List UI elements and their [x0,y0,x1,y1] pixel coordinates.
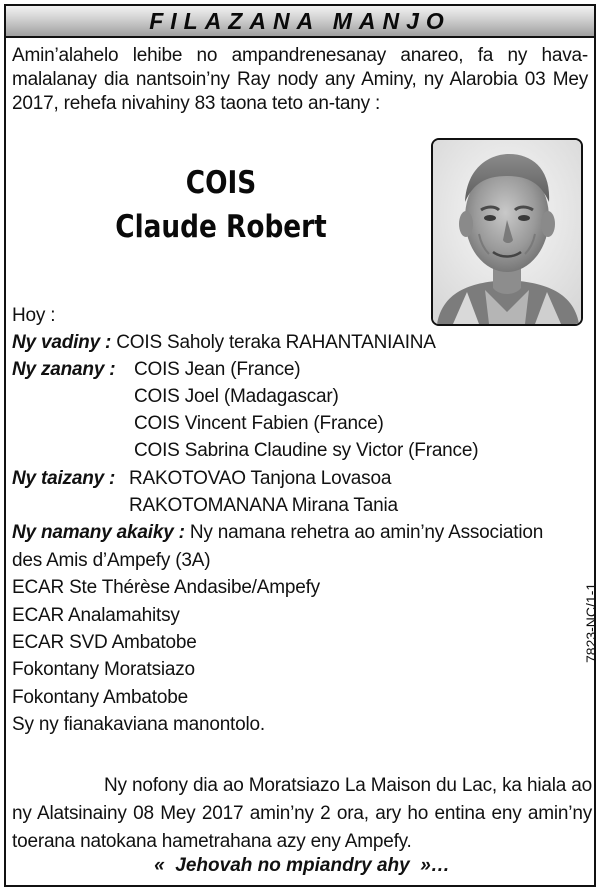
closing-text: Ny nofony dia ao Moratsiazo La Maison du Lac, ka hiala ao ny Alatsinainy 08 Mey 2017 amin’ny 2 ora, ary ho entina eny amin’ny toerana natokana hametrahana azy eny Ampefy. [12,775,592,852]
friends-item: ECAR SVD Ambatobe [12,632,197,653]
friends-line [12,521,543,545]
children-label: Ny zanany : [12,359,116,380]
widow-label: Ny vadiny : [12,332,112,353]
deceased-name [66,164,376,246]
obituary-notice [4,4,599,887]
intro-paragraph: Amin’alahelo lehibe no ampandrenesanay anareo, fa ny hava-malalanay dia nantsoin’ny Ray nody any Aminy, ny Alarobia 03 Mey 2017, rehefa nivahiny 83 taona teto an-tany : [12,45,588,114]
friends-label: Ny namany akaiky : [12,522,185,543]
friends-item: ECAR Analamahitsy [12,605,180,626]
friends-item: Sy ny fianakaviana manontolo. [12,714,265,735]
header-banner [6,6,594,38]
grandchildren-label: Ny taizany : [12,468,116,489]
friends-item: Fokontany Ambatobe [12,687,188,708]
child-item: COIS Sabrina Claudine sy Victor (France) [134,440,479,461]
friends-item: des Amis d’Ampefy (3A) [12,550,211,571]
grandchild-item: RAKOTOVAO Tanjona Lovasoa [129,468,392,489]
friends-item: Fokontany Moratsiazo [12,659,195,680]
widow-value: COIS Saholy teraka RAHANTANIAINA [116,332,436,353]
friends-item: ECAR Ste Thérèse Andasibe/Ampefy [12,577,320,598]
child-item: COIS Jean (France) [134,359,301,380]
hoy-line: Hoy : [12,305,56,326]
reference-code: 7823-NC/1-1 [583,582,599,663]
deceased-surname: COIS [185,165,257,201]
friends-first: Ny namana rehetra ao amin’ny Association [189,522,544,543]
header-title: FILAZANA MANJO [149,7,451,34]
grandchild-item: RAKOTOMANANA Mirana Tania [129,495,398,516]
child-item: COIS Joel (Madagascar) [134,386,339,407]
widow-line [12,331,436,355]
deceased-given-names: Claude Robert [115,209,327,245]
child-item: COIS Vincent Fabien (France) [134,413,384,434]
motto: « Jehovah no mpiandry ahy »… [154,855,450,876]
closing-paragraph [12,772,592,856]
portrait-image [433,140,581,324]
portrait-photo [431,138,583,326]
